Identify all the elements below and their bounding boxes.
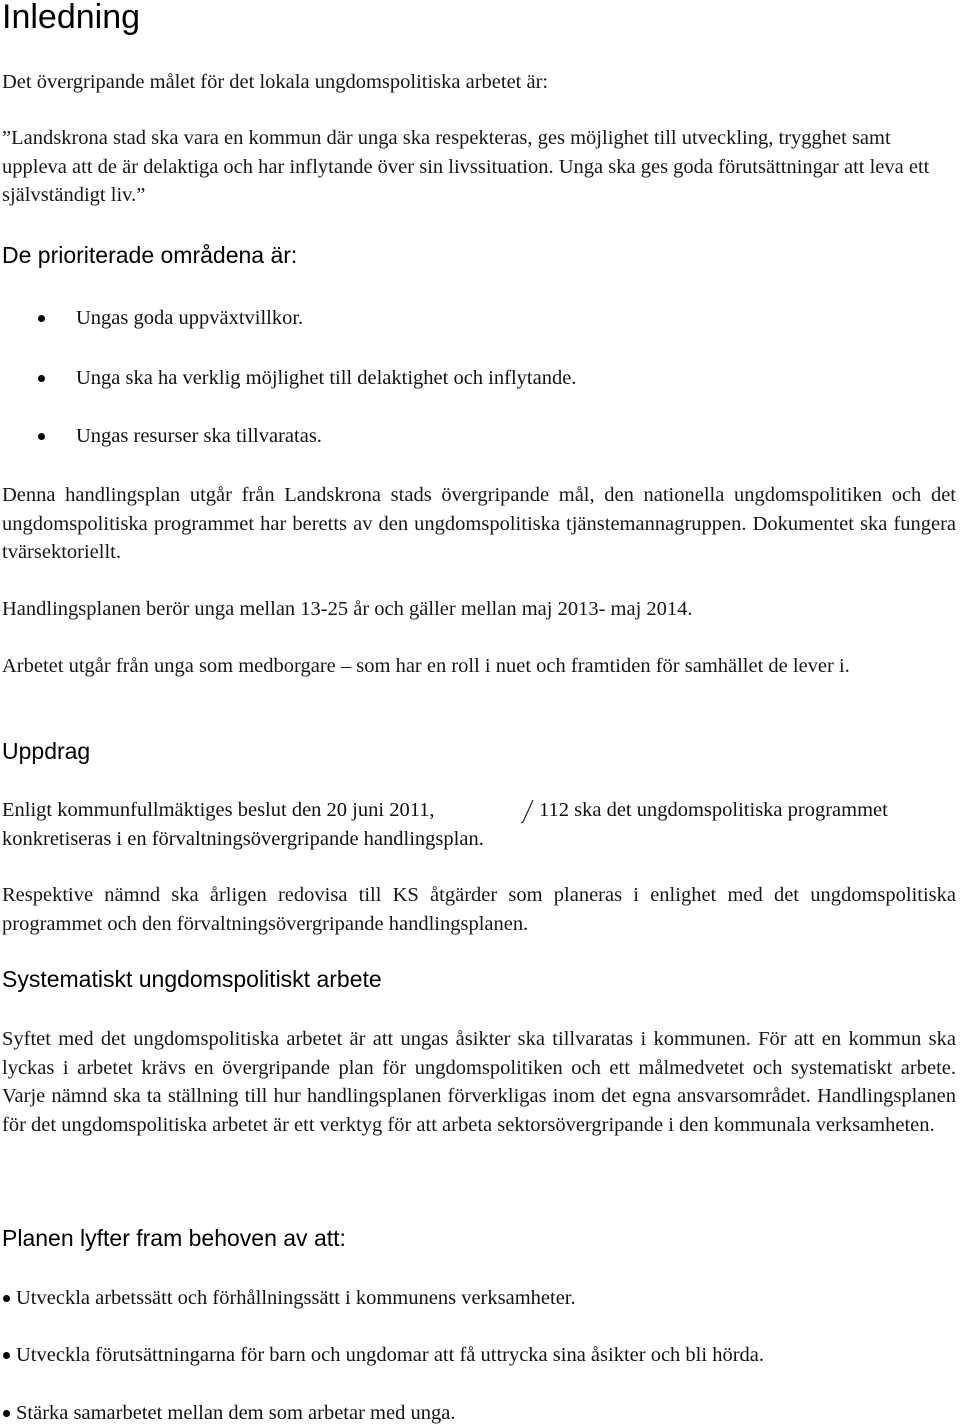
heading-inledning: Inledning <box>2 0 141 36</box>
bullet-icon <box>38 315 45 322</box>
intro-paragraph-1: Denna handlingsplan utgår från Landskrona stads övergripande mål, den nationella ungdomspolitiken och det ungdomspolitiska programmet har beretts av den ungdomspolitiska tjänstemannagruppen. Dokumentet ska fungera tvärsektoriellt. <box>2 484 956 564</box>
priority-item: Ungas resurser ska tillvaratas. <box>76 425 322 447</box>
section-mark-icon <box>520 798 536 824</box>
priority-item: Unga ska ha verklig möjlighet till delaktighet och inflytande. <box>76 367 577 389</box>
intro-paragraph-2: Handlingsplanen berör unga mellan 13-25 år och gäller mellan maj 2013- maj 2014. <box>2 598 693 620</box>
bullet-icon <box>3 1295 10 1302</box>
needs-item: Stärka samarbetet mellan dem som arbetar med unga. <box>16 1402 456 1424</box>
bullet-icon <box>3 1352 10 1359</box>
bullet-icon <box>38 433 45 440</box>
assignment-line-1a: Enligt kommunfullmäktiges beslut den 20 juni 2011, <box>2 799 435 821</box>
assignment-paragraph-2: Respektive nämnd ska årligen redovisa till KS åtgärder som planeras i enlighet med det ungdomspolitiska programmet och den förvaltningsövergripande handlingsplanen. <box>2 884 956 935</box>
systematic-paragraph: Syftet med det ungdomspolitiska arbetet är att ungas åsikter ska tillvaratas i kommunen. För att en kommun ska lyckas i arbetet krävs en övergripande plan för ungdomspolitiken och ett målmedvetet och systematiskt arbete. Varje nämnd ska ta ställning till hur handlingsplanen förverkligas inom det egna ansvarsområdet. Handlingsplanen för det ungdomspolitiska arbetet är ett verktyg för att arbeta sektorsövergripande i den kommunala verksamheten. <box>2 1028 956 1137</box>
goal-quote: ”Landskrona stad ska vara en kommun där unga ska respekteras, ges möjlighet till utveckling, trygghet samt uppleva att de är delaktiga och har inflytande över sin livssituation. Unga ska ges goda förutsättningar att leva ett självständigt liv.” <box>2 127 930 207</box>
intro-paragraph-3: Arbetet utgår från unga som medborgare – som har en roll i nuet och framtiden för samhället de lever i. <box>2 655 850 677</box>
needs-item: Utveckla arbetssätt och förhållningssätt i kommunens verksamheter. <box>16 1287 576 1309</box>
assignment-line-2: konkretiseras i en förvaltningsövergripande handlingsplan. <box>2 828 484 850</box>
heading-needs: Planen lyfter fram behoven av att: <box>2 1225 346 1251</box>
priority-item: Ungas goda uppväxtvillkor. <box>76 307 304 329</box>
goal-lead: Det övergripande målet för det lokala ungdomspolitiska arbetet är: <box>2 71 549 93</box>
heading-uppdrag: Uppdrag <box>2 738 91 764</box>
bullet-icon <box>38 375 45 382</box>
bullet-icon <box>3 1410 10 1417</box>
heading-systematic: Systematiskt ungdomspolitiskt arbete <box>2 966 382 992</box>
needs-item: Utveckla förutsättningarna för barn och ungdomar att få uttrycka sina åsikter och bli hörda. <box>16 1344 764 1366</box>
heading-priorities: De prioriterade områdena är: <box>2 242 298 268</box>
assignment-line-1b: 112 ska det ungdomspolitiska programmet <box>539 799 888 821</box>
